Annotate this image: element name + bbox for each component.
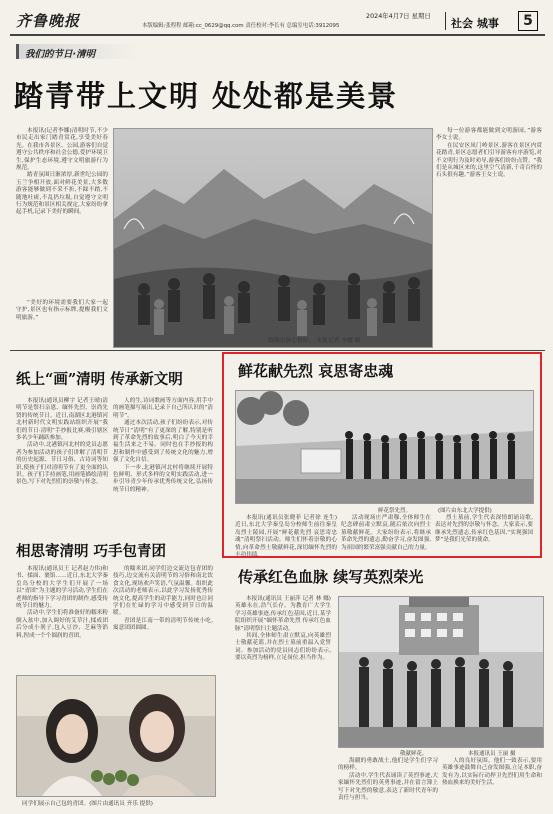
br-col3 [442, 758, 542, 806]
highlight-photo [235, 390, 534, 504]
br-col2 [338, 758, 438, 806]
art2-title: 相思寄清明 巧手包青团 [16, 543, 167, 560]
highlight-photo-caption-left: 鲜花祭先烈。 [378, 508, 412, 514]
br-col1-p2: 其间,全体师生肃立默哀,向英雄烈士敬献花篮,并在烈士墓前重温入党誓词。参加活动的党员同志们纷纷表示,要以英烈为榜样,立足岗位,担当作为。 [235, 633, 331, 662]
page-number: 5 [518, 11, 538, 31]
art2-photo-caption: 同学们展示自己包的青团。(图片由通讯员 齐乐 提供) [22, 801, 153, 807]
section-divider [445, 12, 446, 30]
main-col2 [16, 300, 108, 340]
art2-photo [16, 675, 216, 797]
br-photo-caption-left: 敬献鲜花。 [400, 751, 428, 757]
main-photo [113, 128, 433, 348]
highlight-col1 [235, 515, 337, 559]
highlight-col2 [341, 515, 431, 555]
highlight-title: 鲜花献先烈 哀思寄忠魂 [238, 362, 394, 380]
art1-title: 纸上“画”清明 传承新文明 [16, 371, 183, 388]
main-col3 [436, 128, 542, 346]
highlight-photo-image [236, 391, 533, 503]
main-col1-p2: 踏青氛围日渐浓厚,新世纪公园的玉兰争相开放,面对鲜花美景,大多数游客能够做到不采不折,不踩不踏,不随地吐痰,不乱扔垃圾,自觉遵守文明行为规范和景区相关规定,大家纷纷拿起手机,记录下美好的瞬间。 [16, 172, 108, 216]
br-photo [338, 596, 544, 748]
art2-col1-p2: 活动中,学生们将准备好的糯米粉倒入盆中,加入调好的艾草汁,揉成团后分成小剂子,包入豆沙、芝麻等馅料,捏成一个个圆润的青团。 [16, 610, 108, 639]
br-col1 [235, 596, 331, 804]
highlight-col2-p1: 活动现场庄严肃穆,全体师生在纪念碑前肃立默哀,随后依次向烈士墓敬献鲜花。大家纷纷表示,将继承革命先烈的遗志,勤奋学习,奋发图强,为祖国的繁荣富强贡献自己的力量。 [341, 515, 431, 551]
art2-col2-p1: 的糯米团,同学们边交流边包青团的技巧,边交流有关清明节的习俗和南北饮食文化,现场欢声笑语,气氛温馨。组织此次活动的老师表示,以此学习发扬优秀传统文化,提高学生的动手能力,同时也让同学们在忙碌的学习中感受到节日的温暖。 [113, 566, 213, 617]
date-line: 2024年4月7日 星期日 [366, 12, 431, 20]
highlight-col3 [435, 515, 533, 555]
art1-col2 [113, 398, 213, 533]
editor-line: 本版编辑:张程程 邮箱:cc_0629@qq.com 责任校对:李长有 总编室电话:3912095 [142, 23, 340, 29]
br-photo-image [339, 597, 543, 747]
art1-col2-p1: 人的生,诗词歌画等方面内容,用手中的画笔描写展出,记录下自己所认识的“清明节”。 [113, 398, 213, 419]
br-col1-p1: 本报讯(通讯员 王丽萍 记者 林 娜)英雄永在,浩气长存。为教育广大学生学习英雄事迹,传承红色基因,近日,某学院组织开展“缅怀革命先烈 传承红色血脉”清明祭扫主题活动。 [235, 596, 331, 632]
br-col2-p1: 海疆的勇敢战士,他们是学生们学习的榜样。 [338, 758, 438, 772]
art1-col1 [16, 398, 108, 533]
column-tag [16, 44, 139, 59]
art2-col1-p1: 本报讯(通讯员王 记者赵力伟)和书、揉面、裹馅……近日,东北大学秦皇岛分校的大学生们开展了一场以“青团”为主题的学习活动,学生们在老师的指导下学习青团的制作,感受传统节日的魅力。 [16, 566, 108, 610]
masthead: 齐鲁晚报 [16, 12, 81, 30]
main-col1-p1: 本报讯(记者李娜)清明时节,不少市民走出家门踏青赏花,享受美好春光。在我市各景区、公园,游客们自觉遵守公共秩序和社会公德,爱护环境卫生,保护生态环境,遵守文明旅游行为规范。 [16, 128, 108, 172]
main-col2-p1: “美好的环境需要我们大家一起守护,景区也有指示标牌,提醒我们文明旅游。” [16, 300, 108, 321]
column-tag-label: 我们的节日·清明 [25, 49, 96, 60]
br-photo-caption-right: 本报通讯员 王丽 摄 [468, 751, 516, 757]
main-photo-caption: 假期出游心情好。 本报记者 李娜 摄 [268, 338, 361, 344]
art2-col2 [113, 566, 213, 671]
art2-col2-p2: 青团是江南一带的清明节传统小吃,寓意团团圆圆。 [113, 617, 213, 632]
section-title: 社会 城事 [451, 17, 499, 30]
art1-col1-p2: 活动中,北港镇河北村的党员志愿者为参加活动的孩子们讲解了清明节的历史起源、节日习俗、古诗词等知识,使孩子们对清明节有了更全面的认识。孩子们手持画笔,用画笔描绘清明景色,写下对先烈们的崇敬与怀念。 [16, 442, 108, 486]
art1-col2-p2: 通过本次活动,孩子们纷纷表示,对传统节日“清明”有了更深的了解,特别是听到了革命先烈的故事后,明白了今天的幸福生活来之不易。同时也在手抄报的构思和制作中感受到了传统文化的魅力,增强了文化自信。 [113, 420, 213, 464]
art2-photo-image [17, 676, 215, 796]
br-col2-p2: 活动中,学生代表诵读了英烈事迹,大家缅怀先烈们的英勇事迹,并在留言簿上写下对先烈的敬意,表达了新时代青年的责任与担当。 [338, 772, 438, 802]
highlight-col3-p1: 烈士墓前,学生代表深情朗诵诗歌,表达对先烈的崇敬与怀念。大家表示,要继承先烈遗志,传承红色基因,“实现强国梦”是我们光荣的使命。 [435, 515, 533, 544]
header-rule [10, 34, 545, 36]
br-title: 传承红色血脉 续写英烈荣光 [238, 568, 424, 586]
main-col3-p2: 在民安区凤门岭景区,游客在景区内赏花踏青,景区志愿者们引导游客有序游览,对不文明行为及时劝导,游客们纷纷点赞。“我们是从城区来的,这里空气清新,千奇百怪的石头很有趣。”游客王女士说。 [436, 142, 542, 179]
highlight-col1-p1: 本报讯(通讯员张晓菲 记者徐 连生)近日,东北大学秦皇岛分校师生前往秦皇岛烈士陵园,开展“鲜花献先烈 哀思寄忠魂”清明祭扫活动。师生们怀着崇敬的心情,向革命烈士敬献鲜花,深切缅怀先烈的丰功伟绩。 [235, 515, 337, 559]
main-headline: 踏青带上文明 处处都是美景 [14, 79, 399, 113]
main-photo-image [114, 129, 432, 347]
art1-col2-p3: 下一步,北港镇河北村将继续开展特色鲜明、形式多样的文明实践活动,进一步引导青少年传承优秀传统文化,弘扬传统节日的精神。 [113, 464, 213, 493]
main-col3-p1: 每一位游客都能做到文明游园。”游客李女士说。 [436, 128, 542, 142]
highlight-photo-caption-right: (图片由东北大学提供) [438, 508, 492, 514]
mid-rule [10, 350, 545, 351]
art2-col1 [16, 566, 108, 671]
art1-col1-p1: 本报讯(通讯员柳宇 记者王晴)清明节是祭扫亲恩、缅怀先烈、崇尚先贤的传统节日。近日,南湖区北港镇河北村新时代文明实践站组织开展“我们的节日·清明”手抄报比赛,吸引辖区多名少年踊跃参加。 [16, 398, 108, 442]
br-col3-p1: 人的良好氛围。他们一致表示,要用英雄事迹鼓舞自己奋发图强,立足本职,奋发有为,以实际行动捍卫先烈们用生命和热血换来的美好生活。 [442, 758, 542, 787]
